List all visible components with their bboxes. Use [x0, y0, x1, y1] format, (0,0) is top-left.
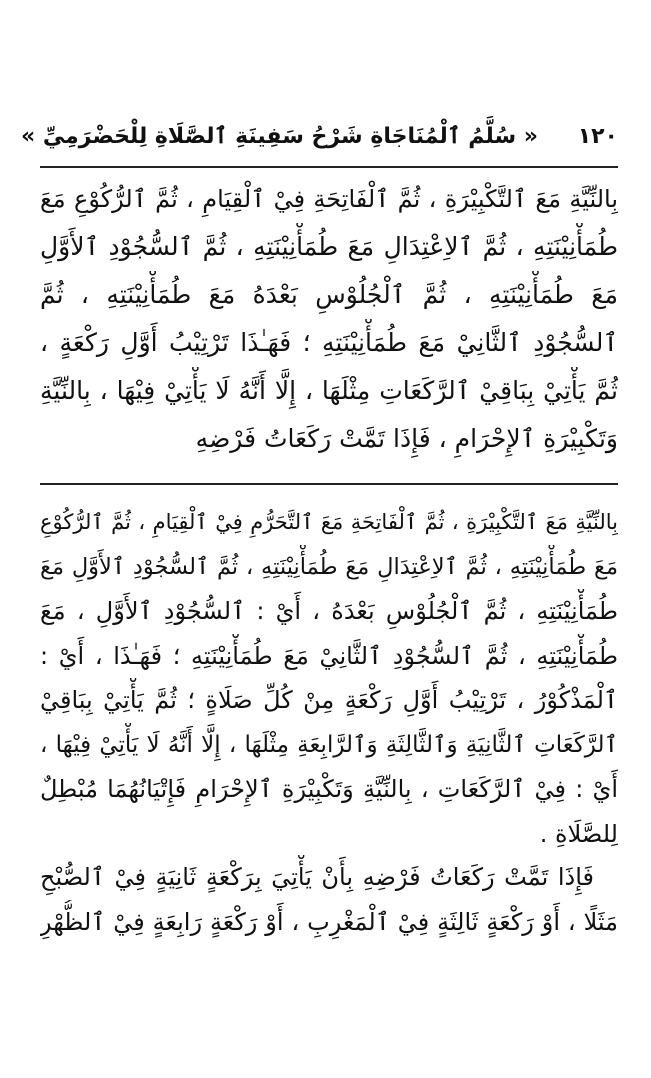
- matn-line: ٱلسُّجُوْدِ ٱلثَّانِيْ مَعَ طُمَأْنِيْنَتِهِ ؛ فَهَـٰذَا تَرْتِيْبُ أَوَّلِ رَكْعَةٍ ،: [40, 328, 618, 357]
- matn-line: وَتَكْبِيْرَةِ ٱلإِحْرَامِ ، فَإِذَا تَمَّتْ رَكَعَاتُ فَرْضِهِ: [195, 424, 618, 453]
- matn-line: مَعَ طُمَأْنِيْنَتِهِ ، ثُمَّ ٱلْجُلُوْسِ بَعْدَهُ مَعَ طُمَأْنِيْنَتِهِ ، ثُمَّ: [40, 280, 618, 309]
- matn-text-block: [40, 175, 618, 463]
- sharh-text-block: [40, 500, 618, 856]
- sharh-line: طُمَأْنِيْنَتِهِ ، ثُمَّ ٱلْجُلُوْسِ بَعْدَهُ ، أَيْ : ٱلسُّجُوْدِ ٱلأَوَّلِ ، مَعَ: [40, 597, 618, 625]
- section-divider: [40, 483, 618, 485]
- sharh-line: أَيْ : فِيْ ٱلرَّكَعَاتِ ، بِالنِّيَّةِ وَتَكْبِيْرَةِ ٱلإِحْرَامِ فَإِتْيَانُهُمَا مُبْطِلٌ: [40, 775, 618, 803]
- sharh-line: لِلصَّلَاةِ .: [539, 819, 618, 848]
- page-number: ١٢٠: [577, 124, 618, 149]
- sharh-line: مَثَلًا ، أَوْ رَكْعَةٍ ثَالِثَةٍ فِيْ ٱلْمَغْرِبِ ، أَوْ رَكْعَةٍ رَابِعَةٍ فِيْ ٱلظُّهْرِ: [40, 907, 618, 936]
- sharh-line: ٱلرَّكَعَاتِ ٱلثَّانِيَةِ وَٱلثَّالِثَةِ وَٱلرَّابِعَةِ مِثْلَهَا ، إِلَّا أَنَّهُ لَا يَأْتِيْ فِيْهَا ،: [40, 731, 618, 758]
- matn-line: بِالنِّيَّةِ مَعَ ٱلتَّكْبِيْرَةِ ، ثُمَّ ٱلْفَاتِحَةِ فِيْ ٱلْقِيَامِ ، ثُمَّ ٱلرُّكُوْعِ مَعَ: [40, 185, 618, 213]
- header-divider: [40, 166, 618, 168]
- sharh-line: بِالنِّيَّةِ مَعَ ٱلتَّكْبِيْرَةِ ، ثُمَّ ٱلْفَاتِحَةِ مَعَ ٱلتَّحَرُّمِ فِيْ ٱلْقِيَامِ ، ثُمَّ ٱلرُّكُوْعِ: [40, 510, 618, 534]
- sharh-line: طُمَأْنِيْنَتِهِ ، ثُمَّ ٱلسُّجُوْدِ ٱلثَّانِيْ مَعَ طُمَأْنِيْنَتِهِ ؛ فَهَـٰذَا ، أَيْ :: [40, 641, 618, 670]
- sharh-line: مَعَ طُمَأْنِيْنَتِهِ ، ثُمَّ ٱلاِعْتِدَالِ مَعَ طُمَأْنِيْنَتِهِ ، ثُمَّ ٱلسُّجُوْدِ ٱلأَوَّلِ مَعَ: [40, 553, 618, 580]
- sharh-line: ٱلْمَذْكُوْرُ ، تَرْتِيْبُ أَوَّلِ رَكْعَةٍ مِنْ كُلِّ صَلَاةٍ ؛ ثُمَّ يَأْتِيْ بِبَاقِيْ: [40, 686, 618, 714]
- sharh-paragraph-2: [40, 855, 618, 944]
- running-title: « سُلَّمُ ٱلْمُنَاجَاةِ شَرْحُ سَفِينَةِ ٱلصَّلَاةِ لِلْحَضْرَمِيِّ »: [21, 124, 538, 149]
- page-header: [21, 120, 618, 160]
- matn-line: ثُمَّ يَأْتِيْ بِبَاقِيْ ٱلرَّكَعَاتِ مِثْلَهَا ، إِلَّا أَنَّهُ لَا يَأْتِيْ فِيْهَا ، بِالنِّيَّةِ: [40, 376, 618, 405]
- matn-line: طُمَأْنِيْنَتِهِ ، ثُمَّ ٱلاِعْتِدَالِ مَعَ طُمَأْنِيْنَتِهِ ، ثُمَّ ٱلسُّجُوْدِ ٱلأَوَّلِ: [40, 232, 618, 261]
- sharh-line: فَإِذَا تَمَّتْ رَكَعَاتُ فَرْضِهِ بِأَنْ يَأْتِيَ بِرَكْعَةٍ ثَانِيَةٍ فِيْ ٱلصُّبْحِ: [40, 863, 594, 891]
